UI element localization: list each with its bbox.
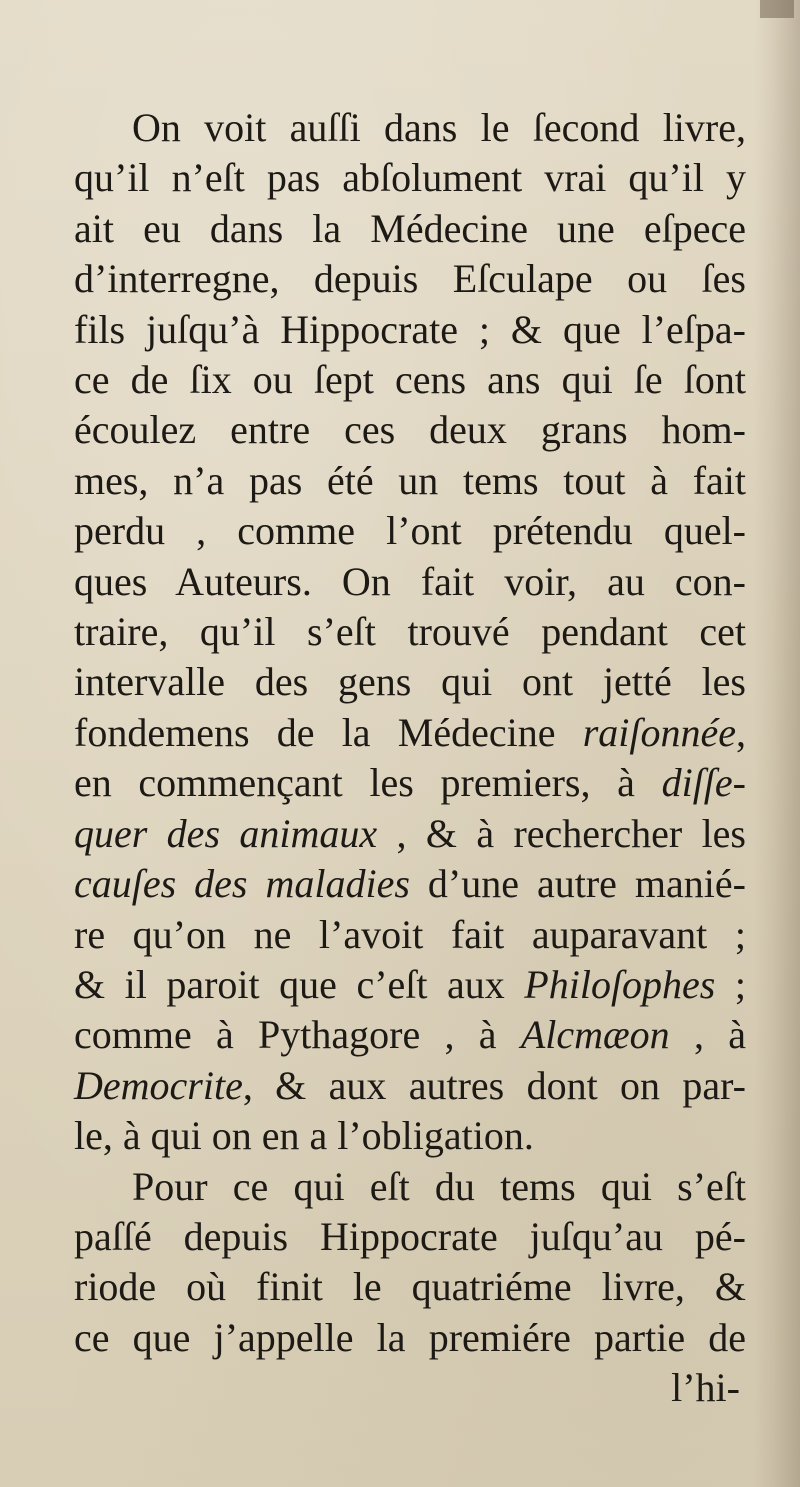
- italic-text: Philoſophes: [524, 961, 716, 1007]
- text-line: fils juſqu’à Hippocrate ; & que l’eſpa-: [74, 306, 746, 352]
- text-line: perdu , comme l’ont prétendu quel-: [74, 508, 746, 554]
- catchword: l’hi-: [671, 1365, 740, 1411]
- italic-text: cauſes des maladies: [74, 861, 410, 907]
- italic-text: Alcmæon: [520, 1012, 670, 1058]
- text-line: paſſé depuis Hippocrate juſqu’au pé-: [74, 1213, 746, 1259]
- text-line: traire, qu’il s’eſt trouvé pendant cet: [74, 609, 746, 655]
- text-line: d’interregne, depuis Eſculape ou ſes: [74, 256, 746, 302]
- italic-text: diſſe-: [661, 760, 746, 806]
- italic-text: quer des animaux: [74, 810, 378, 856]
- text-line: intervalle des gens qui ont jetté les: [74, 659, 746, 705]
- text-line: quer des animaux , & à rechercher les: [74, 810, 747, 856]
- text-line: re qu’on ne l’avoit fait auparavant ;: [74, 911, 746, 957]
- italic-text: Democrite: [74, 1062, 243, 1108]
- text-line: ques Auteurs. On fait voir, au con-: [74, 558, 746, 604]
- text-line: écoulez entre ces deux grans hom-: [74, 407, 746, 453]
- text-line: ait eu dans la Médecine une eſpece: [74, 205, 746, 251]
- text-line: & il paroit que c’eſt aux Philoſophes ;: [74, 961, 746, 1007]
- text-line: en commençant les premiers, à diſſe-: [74, 760, 746, 806]
- text-line: comme à Pythagore , à Alcmæon , à: [74, 1012, 746, 1058]
- italic-text: raiſonnée: [582, 709, 736, 755]
- text-line: qu’il n’eſt pas abſolument vrai qu’il y: [74, 155, 746, 201]
- text-line: On voit auſſi dans le ſecond livre,: [132, 105, 746, 150]
- page-edge-tab: [760, 0, 794, 18]
- text-line: riode où finit le quatriéme livre, &: [74, 1264, 746, 1310]
- page-binding-shadow: [754, 0, 800, 1487]
- text-line: cauſes des maladies d’une autre manié-: [74, 861, 746, 907]
- text-line: ce que j’appelle la premiére partie de: [74, 1314, 746, 1360]
- text-line: Pour ce qui eſt du tems qui s’eſt: [132, 1163, 746, 1209]
- text-line: Democrite, & aux autres dont on par-: [74, 1062, 746, 1108]
- body-text: [74, 103, 746, 1414]
- text-line: mes, n’a pas été un tems tout à fait: [74, 457, 746, 503]
- text-line: le, à qui on en a l’obligation.: [74, 1113, 534, 1159]
- text-line: fondemens de la Médecine raiſonnée,: [74, 709, 746, 755]
- text-line: ce de ſix ou ſept cens ans qui ſe ſont: [74, 357, 746, 403]
